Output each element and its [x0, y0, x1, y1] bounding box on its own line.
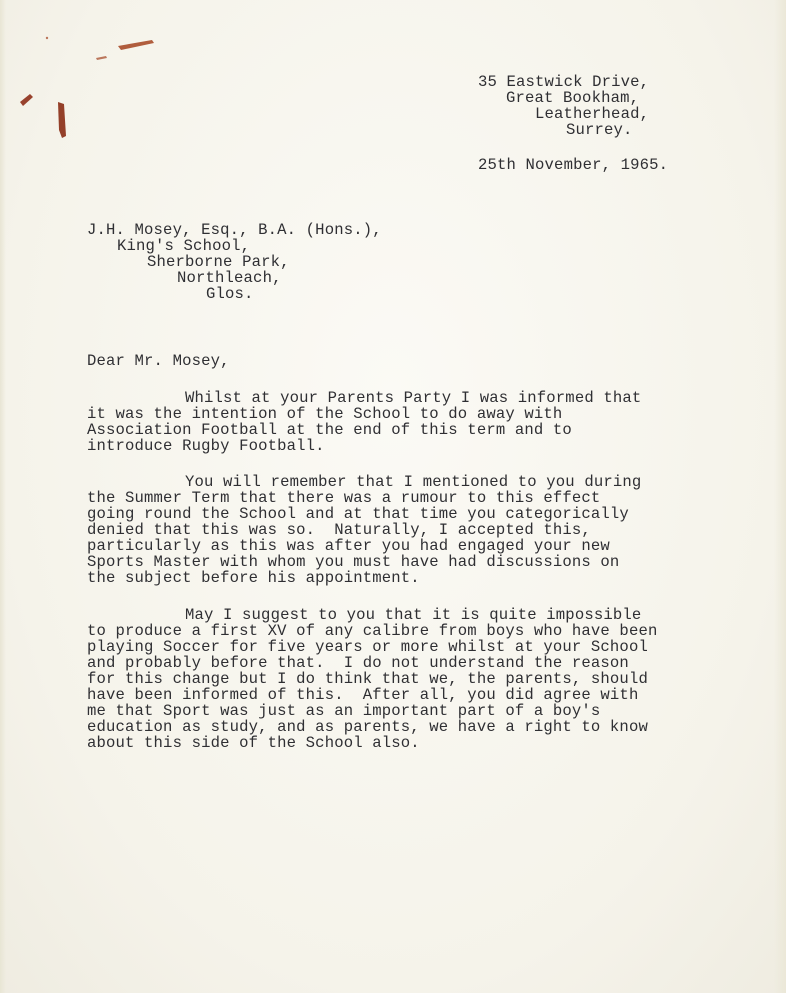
- salutation: Dear Mr. Mosey,: [87, 352, 230, 370]
- paragraph-3-line-9: about this side of the School also.: [87, 734, 420, 752]
- paragraph-3-line-2: to produce a first XV of any calibre from boys who have been: [87, 622, 658, 640]
- paragraph-2-line-4: denied that this was so. Naturally, I accepted this,: [87, 521, 591, 539]
- paragraph-1-line-3: Association Football at the end of this term and to: [87, 421, 572, 439]
- paragraph-2-line-1: You will remember that I mentioned to you during: [185, 473, 642, 491]
- sender-village: Great Bookham,: [506, 89, 640, 107]
- sender-town: Leatherhead,: [535, 105, 650, 123]
- paragraph-2-line-2: the Summer Term that there was a rumour to this effect: [87, 489, 601, 507]
- sender-county: Surrey.: [566, 121, 633, 139]
- paragraph-2-line-3: going round the School and at that time you categorically: [87, 505, 629, 523]
- recipient-school: King's School,: [117, 237, 251, 255]
- paragraph-1-line-2: it was the intention of the School to do away with: [87, 405, 563, 423]
- sender-street: 35 Eastwick Drive,: [478, 73, 650, 91]
- paragraph-3-line-1: May I suggest to you that it is quite impossible: [185, 606, 642, 624]
- paragraph-3-line-8: education as study, and as parents, we have a right to know: [87, 718, 648, 736]
- rust-stain-marks: [0, 30, 170, 150]
- recipient-town: Northleach,: [177, 269, 282, 287]
- paragraph-2-line-5: particularly as this was after you had engaged your new: [87, 537, 610, 555]
- recipient-park: Sherborne Park,: [147, 253, 290, 271]
- paragraph-1-line-4: introduce Rugby Football.: [87, 437, 325, 455]
- paragraph-1-line-1: Whilst at your Parents Party I was informed that: [185, 389, 642, 407]
- recipient-county: Glos.: [206, 285, 254, 303]
- paragraph-3-line-5: for this change but I do think that we, the parents, should: [87, 670, 648, 688]
- paragraph-3-line-4: and probably before that. I do not understand the reason: [87, 654, 629, 672]
- recipient-name: J.H. Mosey, Esq., B.A. (Hons.),: [87, 221, 382, 239]
- paragraph-3-line-3: playing Soccer for five years or more whilst at your School: [87, 638, 648, 656]
- paragraph-3-line-7: me that Sport was just as an important part of a boy's: [87, 702, 601, 720]
- letter-date: 25th November, 1965.: [478, 156, 669, 174]
- paragraph-2-line-6: Sports Master with whom you must have had discussions on: [87, 553, 620, 571]
- paragraph-3-line-6: have been informed of this. After all, you did agree with: [87, 686, 639, 704]
- paragraph-2-line-7: the subject before his appointment.: [87, 569, 420, 587]
- paper-edge-right: [774, 0, 786, 993]
